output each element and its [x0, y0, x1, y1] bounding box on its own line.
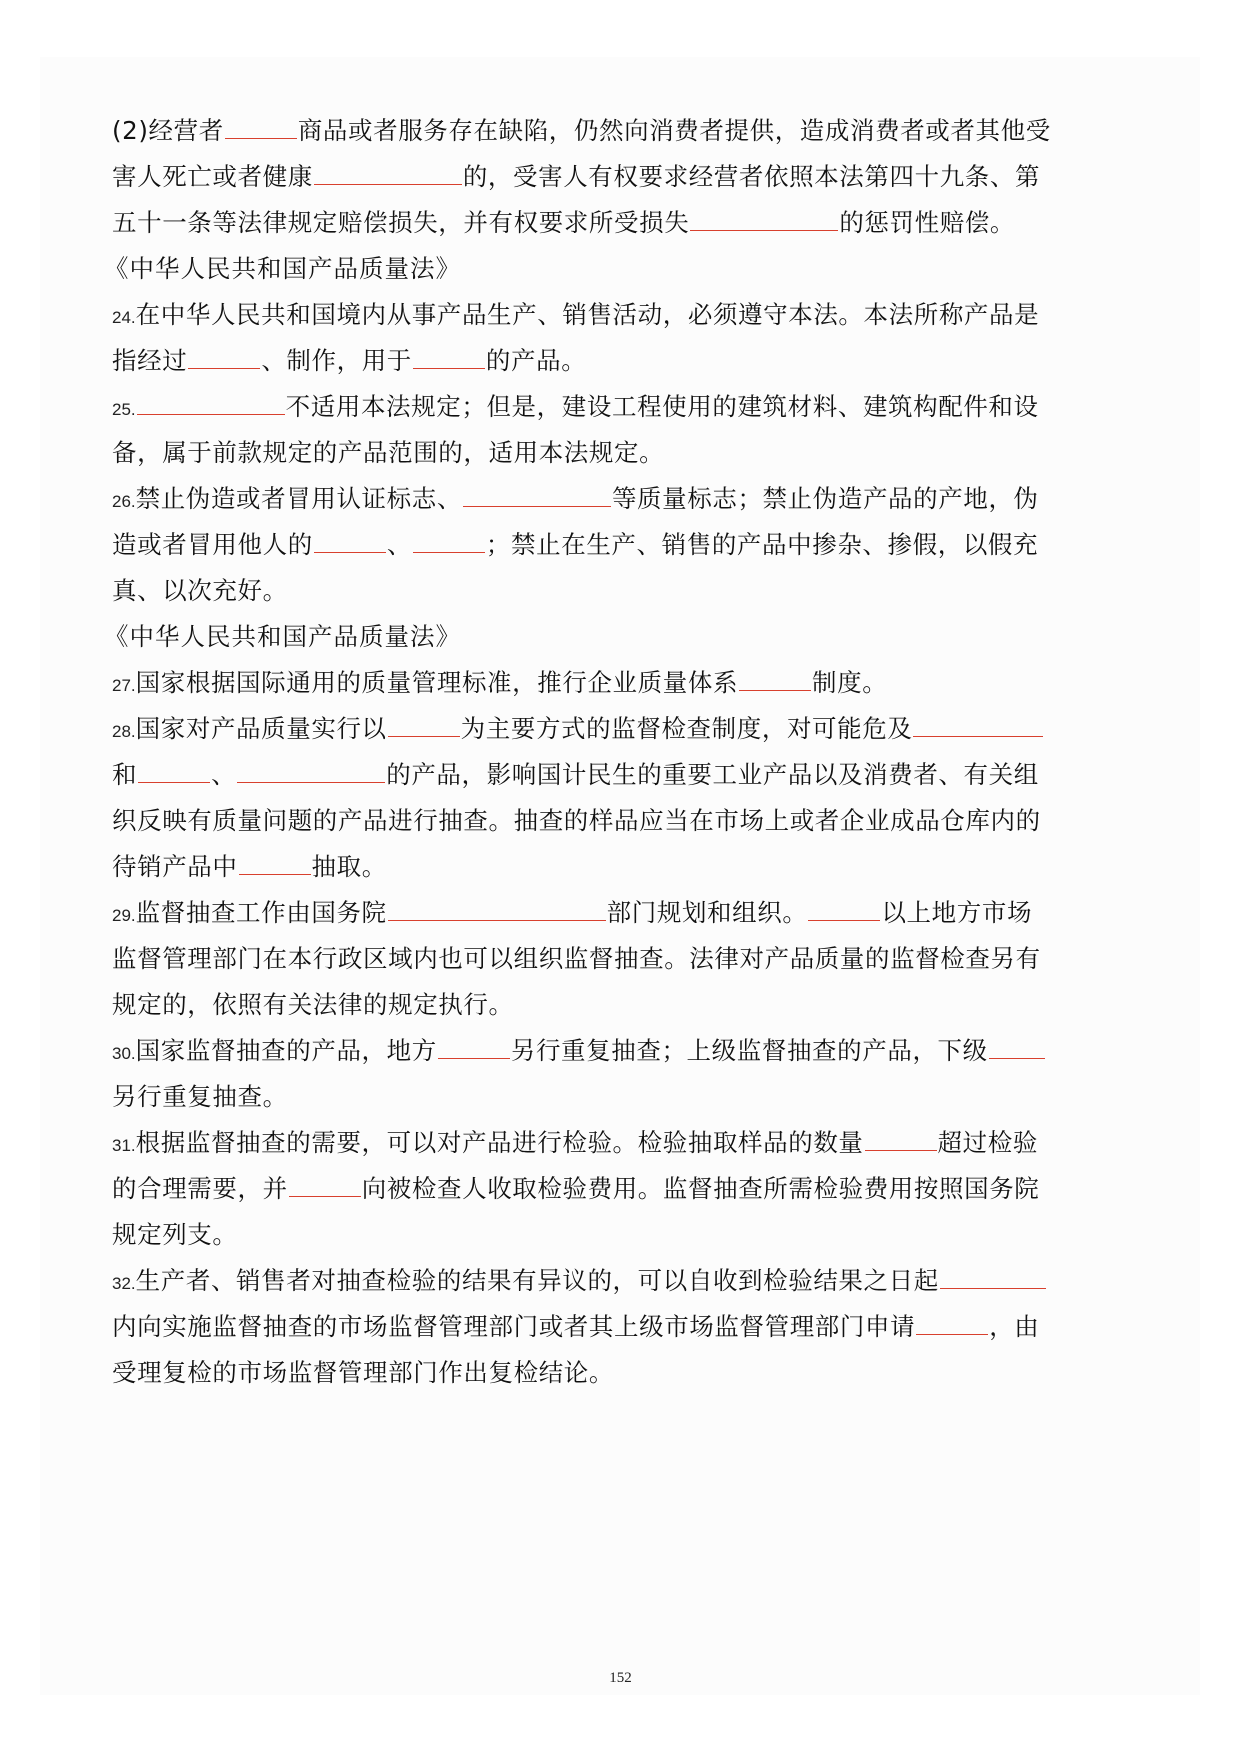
text-line [112, 528, 1038, 562]
fill-in-blank[interactable] [913, 712, 1043, 737]
question-number: 25. [112, 400, 136, 419]
fill-in-blank[interactable] [225, 114, 297, 139]
fill-in-blank[interactable] [413, 344, 485, 369]
fill-in-blank[interactable] [916, 1310, 988, 1335]
text-segment: 商品或者服务存在缺陷，仍然向消费者提供，造成消费者或者其他受 [297, 116, 1051, 145]
text-line [112, 1310, 1039, 1344]
text-segment: 国家对产品质量实行以 [135, 714, 387, 743]
text-line [112, 482, 1039, 516]
text-segment: 以上地方市场 [881, 898, 1033, 927]
fill-in-blank[interactable] [940, 1264, 1046, 1289]
text-segment: 抽取。 [311, 852, 387, 881]
text-line [112, 436, 664, 470]
text-line [112, 804, 1041, 838]
question-number: 26. [112, 492, 136, 511]
text-line [112, 988, 514, 1022]
text-segment: 为主要方式的监督检查制度，对可能危及 [460, 714, 913, 743]
fill-in-blank[interactable] [808, 896, 880, 921]
text-line [112, 758, 1039, 792]
text-segment: 指经过 [112, 346, 188, 375]
text-segment: 备，属于前款规定的产品范围的，适用本法规定。 [112, 438, 665, 467]
fill-in-blank[interactable] [690, 206, 838, 231]
text-segment: 造或者冒用他人的 [112, 530, 313, 559]
text-segment: 生产者、销售者对抽查检验的结果有异议的，可以自收到检验结果之日起 [135, 1266, 939, 1295]
text-segment: 五十一条等法律规定赔偿损失，并有权要求所受损失 [112, 208, 690, 237]
text-segment: 超过检验 [937, 1128, 1038, 1157]
fill-in-blank[interactable] [237, 758, 385, 783]
text-segment: 《中华人民共和国产品质量法》 [104, 622, 461, 651]
fill-in-blank[interactable] [413, 528, 485, 553]
text-line [112, 666, 887, 700]
text-line [112, 298, 1039, 332]
text-segment: (2)经营者 [112, 116, 224, 145]
question-number: 31. [112, 1136, 136, 1155]
text-segment: 的产品，影响国计民生的重要工业产品以及消费者、有关组 [386, 760, 1039, 789]
text-line [112, 896, 1032, 930]
text-line [112, 1218, 238, 1252]
text-line [112, 1356, 614, 1390]
fill-in-blank[interactable] [388, 712, 460, 737]
text-segment: 规定的，依照有关法律的规定执行。 [112, 990, 514, 1019]
section-heading [104, 252, 461, 286]
text-segment: 另行重复抽查。 [112, 1082, 288, 1111]
fill-in-blank[interactable] [438, 1034, 510, 1059]
text-line [112, 712, 1044, 746]
fill-in-blank[interactable] [314, 528, 386, 553]
fill-in-blank[interactable] [388, 896, 606, 921]
text-line [112, 942, 1041, 976]
text-segment: ；禁止在生产、销售的产品中掺杂、掺假，以假充 [485, 530, 1039, 559]
text-segment: 禁止伪造或者冒用认证标志、 [135, 484, 462, 513]
text-segment: 向被检查人收取检验费用。监督抽查所需检验费用按照国务院 [361, 1174, 1040, 1203]
text-segment: 等质量标志；禁止伪造产品的产地，伪 [611, 484, 1039, 513]
text-segment: 不适用本法规定；但是，建设工程使用的建筑材料、建筑构配件和设 [285, 392, 1039, 421]
text-segment: 制度。 [812, 668, 888, 697]
text-segment: 规定列支。 [112, 1220, 238, 1249]
text-segment: 的，受害人有权要求经营者依照本法第四十九条、第 [462, 162, 1041, 191]
text-line [112, 1126, 1038, 1160]
text-line [112, 344, 586, 378]
section-heading [104, 620, 461, 654]
text-segment: 的产品。 [485, 346, 587, 375]
question-number: 24. [112, 308, 136, 327]
fill-in-blank[interactable] [463, 482, 611, 507]
text-line [112, 390, 1039, 424]
fill-in-blank[interactable] [314, 160, 462, 185]
text-line [112, 206, 1015, 240]
text-segment: 另行重复抽查；上级监督抽查的产品，下级 [510, 1036, 988, 1065]
fill-in-blank[interactable] [188, 344, 260, 369]
text-segment: 根据监督抽查的需要，可以对产品进行检验。检验抽取样品的数量 [135, 1128, 864, 1157]
fill-in-blank[interactable] [138, 758, 210, 783]
question-number: 27. [112, 676, 136, 695]
text-segment: 织反映有质量问题的产品进行抽查。抽查的样品应当在市场上或者企业成品仓库内的 [112, 806, 1041, 835]
fill-in-blank[interactable] [739, 666, 811, 691]
text-line [112, 850, 387, 884]
question-number: 29. [112, 906, 136, 925]
text-segment: 受理复检的市场监督管理部门作出复检结论。 [112, 1358, 614, 1387]
fill-in-blank[interactable] [289, 1172, 361, 1197]
question-number: 32. [112, 1274, 136, 1293]
text-segment: 监督抽查工作由国务院 [135, 898, 387, 927]
text-segment: 《中华人民共和国产品质量法》 [104, 254, 461, 283]
text-line [112, 1034, 1046, 1068]
question-number: 30. [112, 1044, 136, 1063]
text-segment: 、 [211, 760, 237, 789]
text-segment: 、制作，用于 [261, 346, 412, 375]
text-line [112, 574, 288, 608]
text-segment: 部门规划和组织。 [606, 898, 808, 927]
text-segment: 和 [112, 760, 138, 789]
text-segment: 的惩罚性赔偿。 [839, 208, 1016, 237]
text-segment: 害人死亡或者健康 [112, 162, 313, 191]
page-number: 152 [609, 1670, 632, 1686]
text-segment: ，由 [989, 1312, 1040, 1341]
fill-in-blank[interactable] [239, 850, 311, 875]
text-segment: 监督管理部门在本行政区域内也可以组织监督抽查。法律对产品质量的监督检查另有 [112, 944, 1041, 973]
text-segment: 在中华人民共和国境内从事产品生产、销售活动，必须遵守本法。本法所称产品是 [135, 300, 1040, 329]
question-number: 28. [112, 722, 136, 741]
text-segment: 、 [386, 530, 412, 559]
text-segment: 的合理需要，并 [112, 1174, 288, 1203]
text-line [112, 160, 1040, 194]
text-segment: 真、以次充好。 [112, 576, 288, 605]
text-segment: 待销产品中 [112, 852, 238, 881]
text-line [112, 114, 1051, 148]
text-segment: 国家监督抽查的产品，地方 [135, 1036, 437, 1065]
text-segment: 国家根据国际通用的质量管理标准，推行企业质量体系 [135, 668, 739, 697]
fill-in-blank[interactable] [865, 1126, 937, 1151]
text-line [112, 1172, 1039, 1206]
text-segment: 内向实施监督抽查的市场监督管理部门或者其上级市场监督管理部门申请 [112, 1312, 916, 1341]
fill-in-blank[interactable] [989, 1034, 1045, 1059]
text-line [112, 1080, 288, 1114]
fill-in-blank[interactable] [137, 390, 285, 415]
text-line [112, 1264, 1047, 1298]
